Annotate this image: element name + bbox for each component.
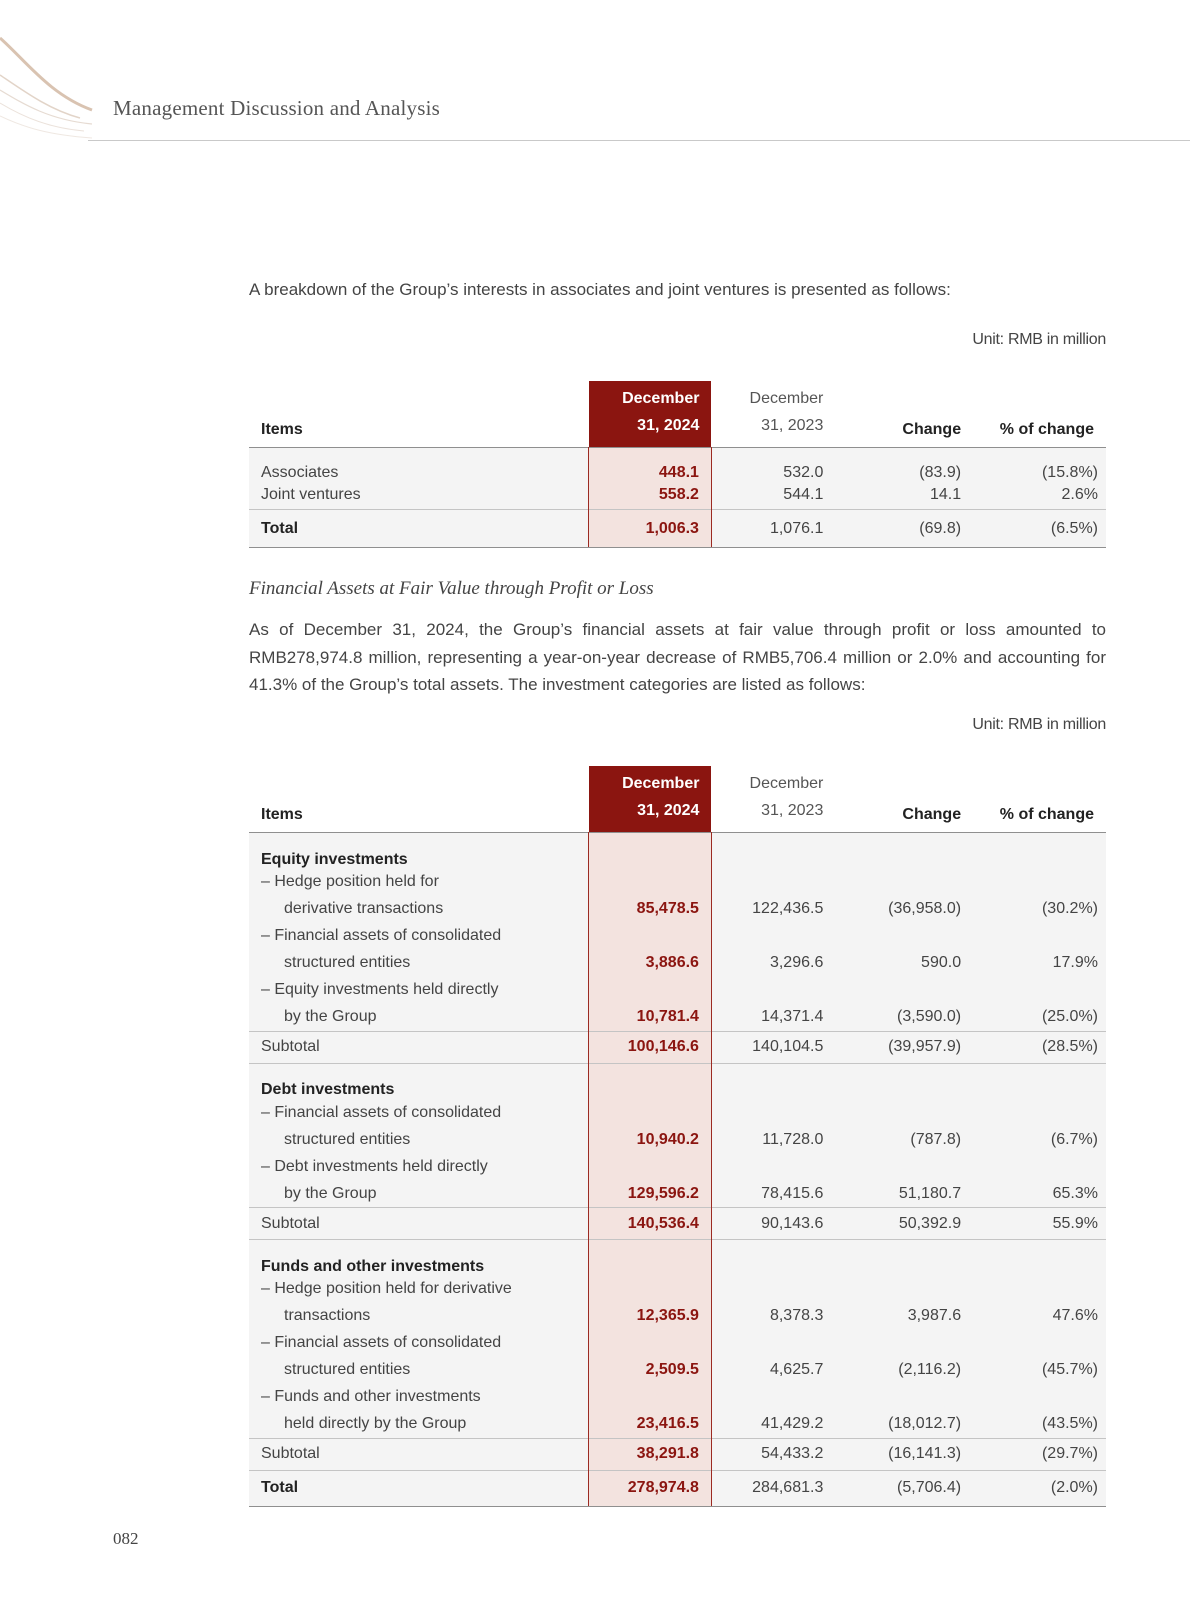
row-label: – Financial assets of consolidated [249,923,589,950]
value-current: 448.1 [589,448,712,482]
subtotal-row-funds [249,1438,1106,1470]
value-prior: 284,681.3 [711,1470,847,1506]
table-header-row [249,766,1106,833]
header-current-period [589,766,712,833]
row-label: Associates [249,448,589,482]
row-label-cont: derivative transactions [249,896,589,923]
value-current: 1,006.3 [589,510,712,548]
category-row-equity [249,833,1106,869]
table-row-label-line [249,1153,1106,1180]
value-change: (18,012.7) [847,1411,973,1439]
table-row-label-line [249,1099,1106,1126]
table-row [249,1126,1106,1153]
value-change: 590.0 [847,950,973,977]
value-current: 558.2 [589,482,712,510]
header-items: Items [261,806,303,823]
section-paragraph: As of December 31, 2024, the Group’s financial assets at fair value through profit or loss amounted to RMB278,974.8 million, representing a year-on-year decrease of RMB5,706.4 million or 2.0% and accounting for 41.3% of the Group’s total assets. The investment categories are listed as follows: [249,620,1106,694]
value-change: 50,392.9 [847,1208,973,1240]
row-label-cont: structured entities [249,1357,589,1384]
value-pct: (45.7%) [973,1357,1106,1384]
value-current: 3,886.6 [589,950,712,977]
unit-label-2: Unit: RMB in million [972,716,1106,733]
row-label: Subtotal [249,1438,589,1470]
intro-text: A breakdown of the Group’s interests in associates and joint ventures is presented as follows: [249,280,951,299]
category-heading: Funds and other investments [249,1240,589,1276]
value-pct: 65.3% [973,1180,1106,1208]
table-row-label-line [249,977,1106,1004]
row-label: – Equity investments held directly [249,977,589,1004]
fvtpl-table [249,766,1106,1507]
value-current: 129,596.2 [589,1180,712,1208]
page-header-title: Management Discussion and Analysis [113,96,441,120]
row-label: Joint ventures [249,482,589,510]
row-label: – Financial assets of consolidated [249,1099,589,1126]
value-current: 100,146.6 [589,1031,712,1063]
category-row-debt [249,1063,1106,1099]
row-label-cont: by the Group [249,1180,589,1208]
table-row-label-line [249,869,1106,896]
header-items: Items [261,421,303,438]
table-row [249,896,1106,923]
table-total-row [249,510,1106,548]
table-row [249,1411,1106,1439]
page-number: 082 [113,1529,139,1548]
value-current: 10,781.4 [589,1004,712,1032]
value-prior: 122,436.5 [711,896,847,923]
value-pct: (6.5%) [973,510,1106,548]
value-change: (39,957.9) [847,1031,973,1063]
value-prior: 1,076.1 [711,510,847,548]
value-current: 10,940.2 [589,1126,712,1153]
row-label: Total [249,1470,589,1506]
row-label-cont: structured entities [249,950,589,977]
row-label: Subtotal [249,1031,589,1063]
value-change: (83.9) [847,448,973,482]
value-current: 2,509.5 [589,1357,712,1384]
row-label: – Debt investments held directly [249,1153,589,1180]
header-pct-change: % of change [999,806,1094,823]
value-prior: 78,415.6 [711,1180,847,1208]
header-pct-change: % of change [999,421,1094,438]
header-change: Change [902,806,962,823]
value-change: 3,987.6 [847,1303,973,1330]
header-current-period [589,381,712,448]
table-row [249,1357,1106,1384]
subtotal-row-debt [249,1208,1106,1240]
value-current: 278,974.8 [589,1470,712,1506]
header-current-line2: 31, 2024 [637,417,700,434]
header-prior-line2: 31, 2023 [761,802,824,819]
value-prior: 4,625.7 [711,1357,847,1384]
header-prior-line2: 31, 2023 [761,417,824,434]
table-row [249,1180,1106,1208]
table-row-label-line [249,1384,1106,1411]
value-prior: 41,429.2 [711,1411,847,1439]
table-row [249,448,1106,482]
table-row-label-line [249,923,1106,950]
decorative-arcs-icon [0,0,100,150]
value-change: (16,141.3) [847,1438,973,1470]
value-current: 85,478.5 [589,896,712,923]
value-change: (2,116.2) [847,1357,973,1384]
value-pct: 47.6% [973,1303,1106,1330]
row-label: – Funds and other investments [249,1384,589,1411]
value-change: 14.1 [847,482,973,510]
table-total-row [249,1470,1106,1506]
row-label: Total [249,510,589,548]
value-pct: 55.9% [973,1208,1106,1240]
value-prior: 90,143.6 [711,1208,847,1240]
category-heading: Debt investments [249,1063,589,1099]
value-pct: (28.5%) [973,1031,1106,1063]
table-row [249,950,1106,977]
value-pct: (30.2%) [973,896,1106,923]
header-current-line1: December [622,775,700,792]
table-row-label-line [249,1330,1106,1357]
header-current-line1: December [622,390,700,407]
category-row-funds [249,1240,1106,1276]
row-label: Subtotal [249,1208,589,1240]
header-prior-period [711,381,847,448]
table-row [249,1004,1106,1032]
value-pct: (2.0%) [973,1470,1106,1506]
header-prior-line1: December [749,775,824,792]
header-prior-line1: December [749,390,824,407]
header-prior-period [711,766,847,833]
value-pct: 17.9% [973,950,1106,977]
row-label-cont: held directly by the Group [249,1411,589,1439]
category-heading: Equity investments [249,833,589,869]
section-title: Financial Assets at Fair Value through Profit or Loss [249,578,654,599]
value-change: (5,706.4) [847,1470,973,1506]
value-prior: 8,378.3 [711,1303,847,1330]
row-label-cont: transactions [249,1303,589,1330]
value-change: (787.8) [847,1126,973,1153]
value-change: 51,180.7 [847,1180,973,1208]
value-prior: 14,371.4 [711,1004,847,1032]
value-pct: (25.0%) [973,1004,1106,1032]
value-current: 23,416.5 [589,1411,712,1439]
associates-jv-table [249,381,1106,548]
row-label: – Financial assets of consolidated [249,1330,589,1357]
header-current-line2: 31, 2024 [637,802,700,819]
value-pct: (6.7%) [973,1126,1106,1153]
value-prior: 3,296.6 [711,950,847,977]
row-label: – Hedge position held for [249,869,589,896]
subtotal-row-equity [249,1031,1106,1063]
value-prior: 544.1 [711,482,847,510]
value-change: (3,590.0) [847,1004,973,1032]
table-row-label-line [249,1276,1106,1303]
row-label-cont: by the Group [249,1004,589,1032]
header-divider [88,140,1190,141]
table-row [249,482,1106,510]
value-pct: (29.7%) [973,1438,1106,1470]
value-pct: 2.6% [973,482,1106,510]
row-label: – Hedge position held for derivative [249,1276,589,1303]
unit-label-1: Unit: RMB in million [972,331,1106,348]
table-row [249,1303,1106,1330]
value-pct: (43.5%) [973,1411,1106,1439]
value-prior: 532.0 [711,448,847,482]
row-label-cont: structured entities [249,1126,589,1153]
header-change: Change [902,421,962,438]
value-current: 140,536.4 [589,1208,712,1240]
value-prior: 11,728.0 [711,1126,847,1153]
table-header-row [249,381,1106,448]
value-prior: 54,433.2 [711,1438,847,1470]
value-change: (69.8) [847,510,973,548]
value-prior: 140,104.5 [711,1031,847,1063]
value-change: (36,958.0) [847,896,973,923]
value-pct: (15.8%) [973,448,1106,482]
value-current: 38,291.8 [589,1438,712,1470]
value-current: 12,365.9 [589,1303,712,1330]
